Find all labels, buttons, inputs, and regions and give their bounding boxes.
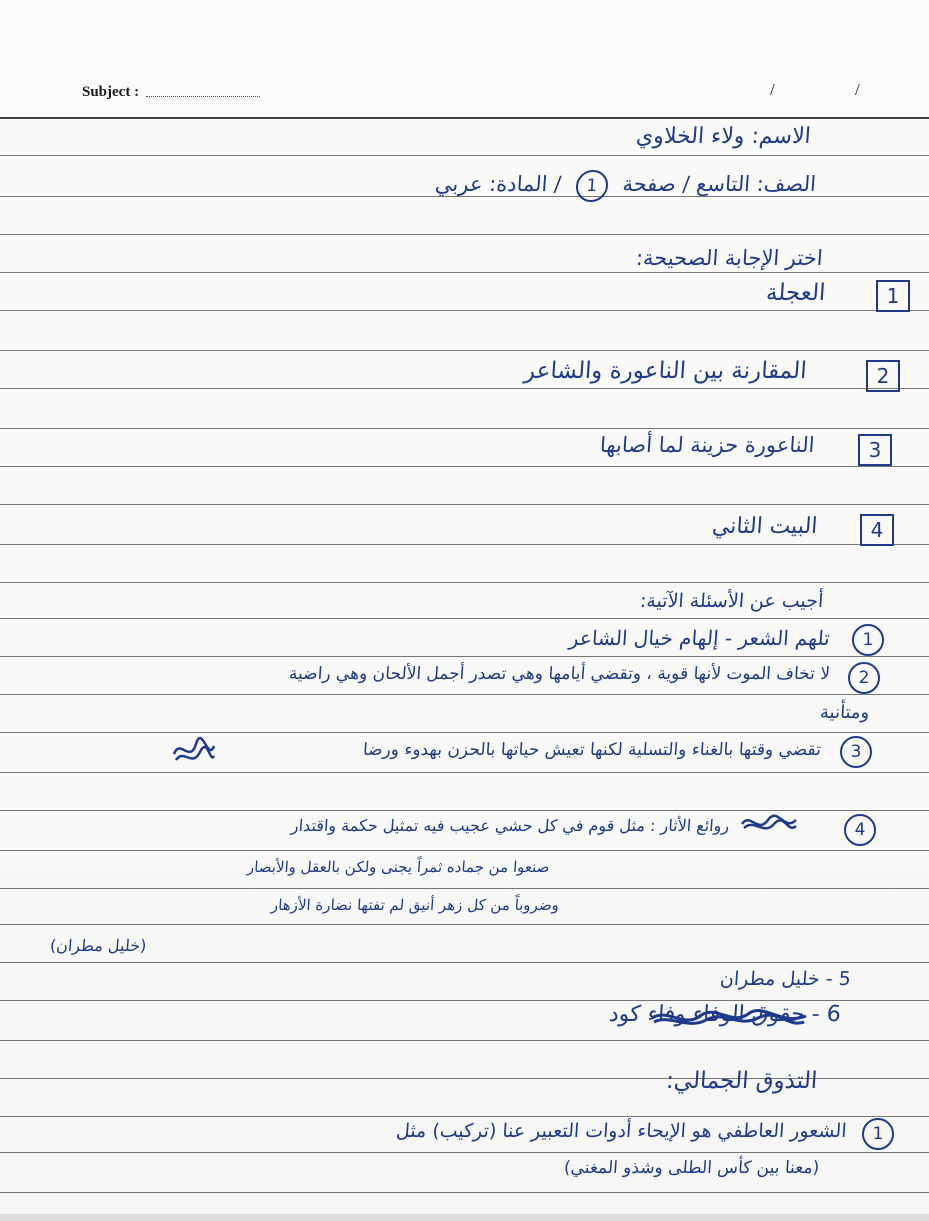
aesthetic-section-title: التذوق الجمالي: (664, 1068, 818, 1094)
choice-box-1 (876, 280, 910, 312)
choice-answer-2: المقارنة بين الناعورة والشاعر (523, 358, 808, 384)
q-number: 2 (858, 668, 870, 688)
q4-answer-line4: (خليل مطران) (49, 936, 148, 955)
ruled-line (0, 656, 929, 657)
ruled-line (0, 1000, 929, 1001)
ruled-line (0, 544, 929, 545)
scribble-mark (738, 810, 800, 836)
ruled-line (0, 618, 929, 619)
ruled-line (0, 466, 929, 467)
subject-dotted-line (146, 96, 260, 97)
class-line (434, 170, 817, 202)
choice-box-3 (858, 434, 892, 466)
ruled-line (0, 772, 929, 773)
q4-answer-line1: روائع الأثار : مثل قوم في كل حشي عجيب فيه تمثيل حكمة واقتدار (290, 816, 730, 835)
q6-number: 6 (826, 1002, 842, 1027)
choice-number: 2 (876, 364, 890, 388)
date-slashes: / / (770, 80, 898, 99)
q1-number (852, 624, 884, 656)
q6-line: 6 - حقوق الوفاء وفاء كود (608, 1002, 842, 1027)
q-number: 4 (854, 820, 866, 840)
page-number-circle (575, 170, 609, 202)
ruled-line (0, 1116, 929, 1117)
ruled-line (0, 582, 929, 583)
choice-number: 1 (886, 284, 900, 308)
ruled-line (0, 350, 929, 351)
item-number: 1 (872, 1124, 884, 1144)
choose-section-title: اختر الإجابة الصحيحة: (635, 246, 824, 270)
choice-box-2 (866, 360, 900, 392)
ruled-line (0, 962, 929, 963)
choice-number: 3 (868, 438, 882, 462)
q-number: 1 (862, 630, 874, 650)
q6-answer: حقوق الوفاء وفاء كود (608, 1002, 806, 1027)
ruled-line (0, 155, 929, 156)
q3-number (840, 736, 872, 768)
choice-number: 4 (870, 518, 884, 542)
ruled-line (0, 732, 929, 733)
aesthetic-item-number (862, 1118, 894, 1150)
aesthetic-item-line1: الشعور العاطفي هو الإيحاء أدوات التعبير عنا (تركيب) مثل (394, 1120, 847, 1142)
choice-answer-1: العجلة (764, 280, 826, 306)
q4-answer-line2: صنعوا من جماده ثمراً يجنى ولكن بالعقل والأبصار (245, 858, 550, 876)
q4-answer-line3: وضروباً من كل زهر أنيق لم تفتها نضارة الأزهار (270, 896, 560, 914)
subject-label: Subject : (82, 84, 140, 100)
choice-box-4 (860, 514, 894, 546)
q2-answer-line2: ومتأنية (818, 702, 870, 723)
choice-answer-4: البيت الثاني (710, 514, 818, 539)
ruled-line (0, 888, 929, 889)
q2-number (848, 662, 880, 694)
page-number: 1 (585, 176, 599, 196)
ruled-line (0, 1152, 929, 1153)
student-name-line: الاسم: ولاء الخلاوي (635, 124, 812, 149)
q2-answer-line1: لا تخاف الموت لأنها قوية ، وتقضي أيامها وهي تصدر أجمل الألحان وهي راضية (288, 664, 831, 684)
class-line-b: / المادة: عربي (434, 172, 563, 196)
ruled-line (0, 850, 929, 851)
ruled-line (0, 234, 929, 235)
q5-number: 5 (838, 968, 852, 990)
ruled-line (0, 428, 929, 429)
q5-line: 5 - خليل مطران (719, 968, 852, 990)
q4-number (844, 814, 876, 846)
q1-answer: تلهم الشعر - إلهام خيال الشاعر (568, 626, 831, 650)
ruled-line (0, 272, 929, 273)
ruled-line (0, 310, 929, 311)
ruled-line (0, 388, 929, 389)
ruled-line (0, 694, 929, 695)
aesthetic-item-line2: (معنا بين كأس الطلى وشذو المغني) (563, 1158, 820, 1178)
class-line-a: الصف: التاسع / صفحة (621, 172, 817, 196)
ruled-line (0, 504, 929, 505)
q3-answer: تقضي وقتها بالغناء والتسلية لكنها تعيش حياتها بالحزن بهدوء ورضا (362, 740, 822, 760)
scribble-mark (648, 1006, 810, 1030)
q5-answer: خليل مطران (719, 968, 821, 990)
ruled-line (0, 1192, 929, 1193)
page-bottom-edge (0, 1214, 929, 1221)
q-number: 3 (850, 742, 862, 762)
answer-section-title: أجيب عن الأسئلة الآتية: (638, 590, 824, 612)
ruled-line (0, 924, 929, 925)
ruled-line (0, 117, 929, 119)
ruled-line (0, 1040, 929, 1041)
scribble-mark (170, 734, 218, 770)
choice-answer-3: الناعورة حزينة لما أصابها (598, 433, 815, 457)
